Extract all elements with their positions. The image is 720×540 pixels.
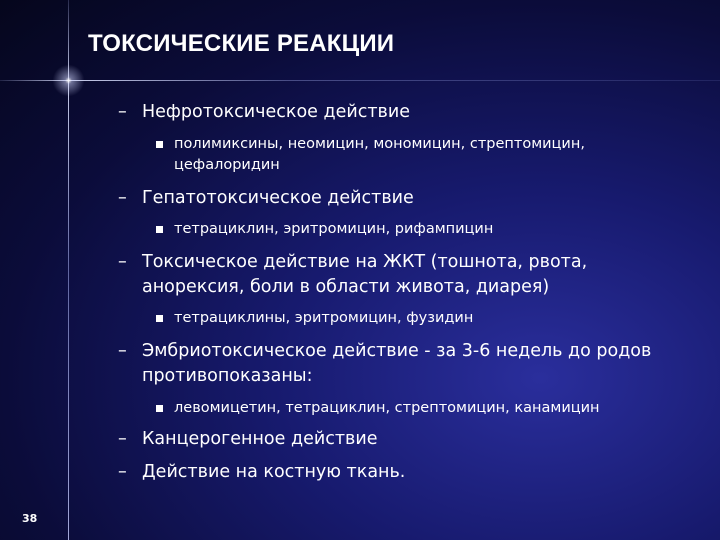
sub-list-item-text: полимиксины, неомицин, мономицин, стрептомицин, цефалоридин bbox=[174, 136, 585, 173]
decorative-horizontal-line bbox=[0, 80, 720, 81]
square-bullet-icon bbox=[156, 315, 163, 322]
dash-marker: – bbox=[118, 102, 127, 122]
list-item-text: Токсическое действие на ЖКТ (тошнота, рвота, анорексия, боли в области живота, диарея) bbox=[142, 252, 588, 297]
dash-marker: – bbox=[118, 341, 127, 361]
square-bullet-icon bbox=[156, 141, 163, 148]
sub-list-item bbox=[118, 219, 708, 240]
dash-marker: – bbox=[118, 462, 127, 482]
list-item-text: Нефротоксическое действие bbox=[142, 102, 411, 122]
list-item-text: Канцерогенное действие bbox=[142, 429, 378, 449]
list-item bbox=[118, 427, 708, 452]
list-item-text: Гепатотоксическое действие bbox=[142, 188, 414, 208]
dash-marker: – bbox=[118, 252, 127, 272]
list-item bbox=[118, 100, 708, 125]
sub-list-item bbox=[118, 398, 708, 419]
dash-marker: – bbox=[118, 188, 127, 208]
list-item bbox=[118, 460, 708, 485]
sub-list-item-text: тетрациклины, эритромицин, фузидин bbox=[174, 310, 474, 326]
list-item-text: Эмбриотоксическое действие - за 3-6 недель до родов противопоказаны: bbox=[142, 341, 652, 386]
light-flare-icon bbox=[48, 60, 89, 101]
slide-title: ТОКСИЧЕСКИЕ РЕАКЦИИ bbox=[88, 30, 395, 57]
dash-marker: – bbox=[118, 429, 127, 449]
list-item bbox=[118, 250, 682, 300]
slide-content bbox=[118, 100, 708, 485]
list-item-text: Действие на костную ткань. bbox=[142, 462, 406, 482]
sub-list-item bbox=[118, 308, 708, 329]
sub-list-item bbox=[118, 134, 694, 176]
sub-list-item-text: тетрациклин, эритромицин, рифампицин bbox=[174, 221, 494, 237]
list-item bbox=[118, 339, 682, 389]
list-item bbox=[118, 186, 708, 211]
sub-list-item-text: левомицетин, тетрациклин, стрептомицин, канамицин bbox=[174, 400, 600, 416]
page-number: 38 bbox=[22, 512, 38, 525]
square-bullet-icon bbox=[156, 405, 163, 412]
square-bullet-icon bbox=[156, 226, 163, 233]
